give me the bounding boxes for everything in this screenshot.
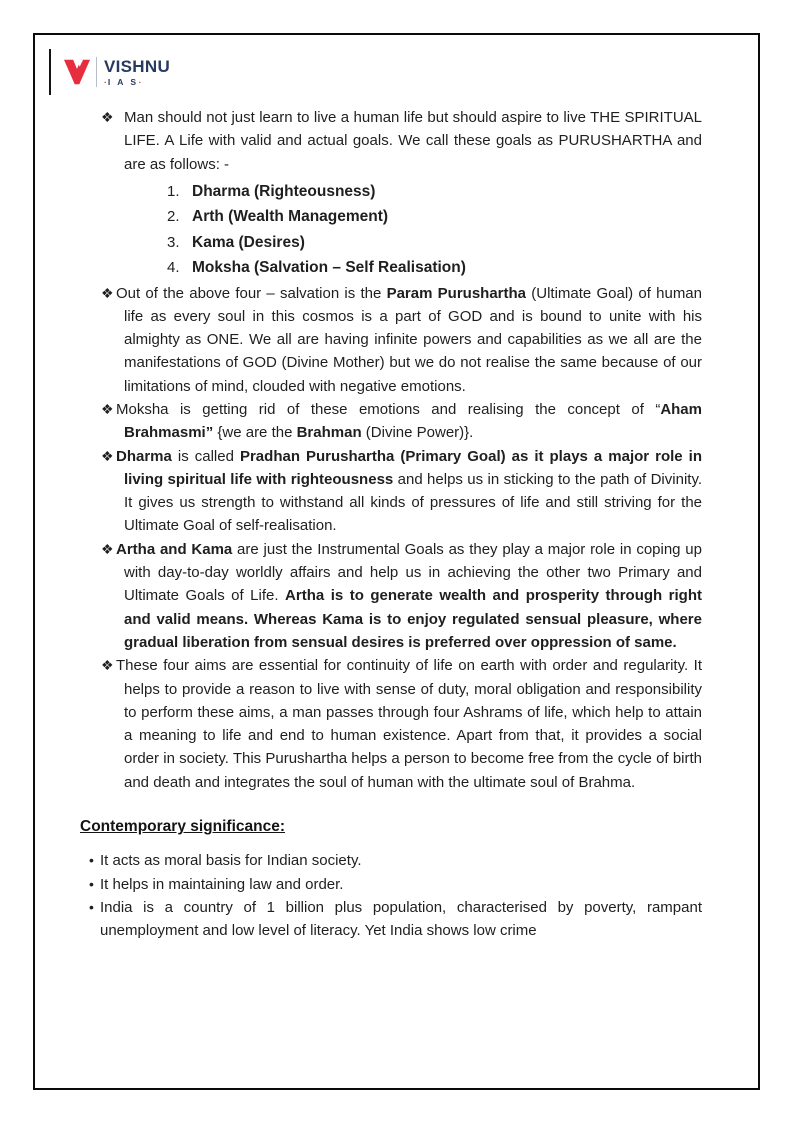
logo-divider: [96, 57, 97, 87]
document-page: [33, 33, 760, 1090]
text-run: (Divine Power)}.: [361, 424, 474, 442]
list-number: 1.: [167, 182, 180, 200]
text-run: is called: [171, 447, 240, 465]
text-run: India is a country of 1 billion plus population, characterised by poverty, rampant unemployment and low level of literacy. Yet India shows low crime: [100, 898, 702, 940]
dot-bullet-icon: •: [89, 898, 94, 915]
dot-bullet-item: [80, 873, 702, 896]
document-body: [80, 106, 702, 943]
logo-sub-text: [104, 77, 170, 87]
text-run: Man should not just learn to live a human life but should aspire to live THE SPIRITUAL LIFE. A Life with valid and actual goals. We call these goals as PURUSHARTHA and are as follows: -: [124, 109, 702, 173]
text-run: It helps in maintaining law and order.: [100, 875, 344, 893]
diamond-bullet-icon: ❖: [101, 401, 114, 417]
bold-text-run: Param Purushartha: [386, 284, 527, 302]
text-run: and helps us in sticking to the path of Divinity. It gives us strength to withstand all kinds of pressures of life and still striving for the Ultimate Goal of self-realisation.: [124, 470, 702, 535]
dot-bullet-item: [80, 849, 702, 872]
diamond-bullet-icon: ❖: [101, 657, 114, 674]
paragraph-text: [116, 285, 702, 395]
diamond-bullet-item: [80, 106, 702, 176]
logo-sub-letters: I A S: [107, 76, 139, 87]
paragraph-text: [116, 401, 702, 441]
text-run: (Ultimate Goal) of human life as every soul in this cosmos is a part of GOD and is bound to unite with his almighty as ONE. We all are having infinite powers and capabilities as we all are the manifestations of GOD (Divine Mother) but we do not realise the same because of our limitations of mind, clouded with negative emotions.: [124, 284, 702, 395]
bold-text-run: Artha is to generate wealth and prosperity through right and valid means. Whereas Kama is to enjoy regulated sensual pleasure, where gradual liberation from sensual desires is preferred over oppression of same.: [124, 587, 702, 651]
logo-sub-dot-right: ·: [138, 76, 143, 87]
diamond-bullet-item: [80, 538, 702, 654]
diamond-bullet-icon: ❖: [101, 284, 114, 301]
numbered-list-item: [80, 179, 702, 204]
bold-text-run: Dharma: [116, 447, 172, 465]
paragraph-text: [116, 541, 702, 651]
diamond-bullet-item: [80, 282, 702, 398]
text-run: Moksha is getting rid of these emotions and realising the concept of “: [116, 401, 661, 418]
paragraph-text: [116, 448, 702, 535]
vishnu-v-logo-icon: [64, 57, 90, 87]
paragraph-text: [100, 899, 702, 939]
text-run: are just the Instrumental Goals as they play a major role in coping up with day-to-day worldly affairs and help us in achieving the other two Primary and Ultimate Goals of Life.: [124, 540, 702, 605]
vishnu-ias-logo: [49, 49, 702, 95]
bold-text-run: Artha and Kama: [116, 540, 233, 558]
dot-bullet-icon: •: [89, 852, 94, 869]
list-number: 4.: [167, 259, 180, 277]
section-heading: Contemporary significance:: [80, 818, 285, 836]
numbered-list-item: [80, 230, 702, 255]
paragraph-text: [116, 657, 702, 790]
bold-text-run: Brahman: [296, 424, 362, 442]
diamond-bullet-icon: ❖: [101, 540, 114, 557]
logo-text-block: [104, 58, 170, 87]
bold-text-run: Pradhan Purushartha (Primary Goal) as it plays a major role in living spiritual life with righteousness: [124, 447, 703, 488]
list-number: 2.: [167, 208, 180, 226]
dot-bullet-icon: •: [89, 875, 94, 892]
list-item-text: Moksha (Salvation – Self Realisation): [192, 259, 466, 277]
paragraph-text: [100, 876, 343, 893]
logo-sub-dot-left: ·: [104, 76, 108, 87]
list-number: 3.: [167, 233, 180, 251]
diamond-bullet-item: [80, 654, 702, 794]
numbered-list-item: [80, 204, 702, 229]
text-run: It acts as moral basis for Indian society.: [100, 852, 362, 870]
list-item-text: Arth (Wealth Management): [192, 208, 389, 226]
paragraph-text: [124, 109, 702, 173]
diamond-bullet-icon: ❖: [101, 109, 114, 125]
diamond-bullet-icon: ❖: [101, 447, 114, 464]
logo-brand-text: VISHNU: [104, 56, 171, 76]
logo-left-rule: [49, 49, 51, 95]
diamond-bullet-item: [80, 445, 702, 538]
diamond-bullet-item: [80, 398, 702, 445]
list-item-text: Dharma (Righteousness): [192, 182, 376, 200]
bold-text-run: Aham Brahmasmi”: [124, 401, 702, 442]
text-run: These four aims are essential for continuity of life on earth with order and regularity. It helps to provide a reason to live with sense of duty, moral obligation and responsibility to perform these aims, a man passes through four Ashrams of life, which help to attain a meaning to life and end to human existence. Apart from that, it provides a social order in society. This Purushartha helps a person to become free from the cycle of birth and death and integrates the soul of human with the ultimate soul of Brahma.: [116, 657, 702, 791]
paragraph-text: [100, 852, 362, 869]
text-run: {we are the: [213, 424, 297, 442]
numbered-list: [80, 179, 702, 281]
numbered-list-item: [80, 255, 702, 280]
dot-bullet-item: [80, 896, 702, 943]
text-run: Out of the above four – salvation is the: [116, 284, 387, 302]
list-item-text: Kama (Desires): [192, 233, 305, 251]
